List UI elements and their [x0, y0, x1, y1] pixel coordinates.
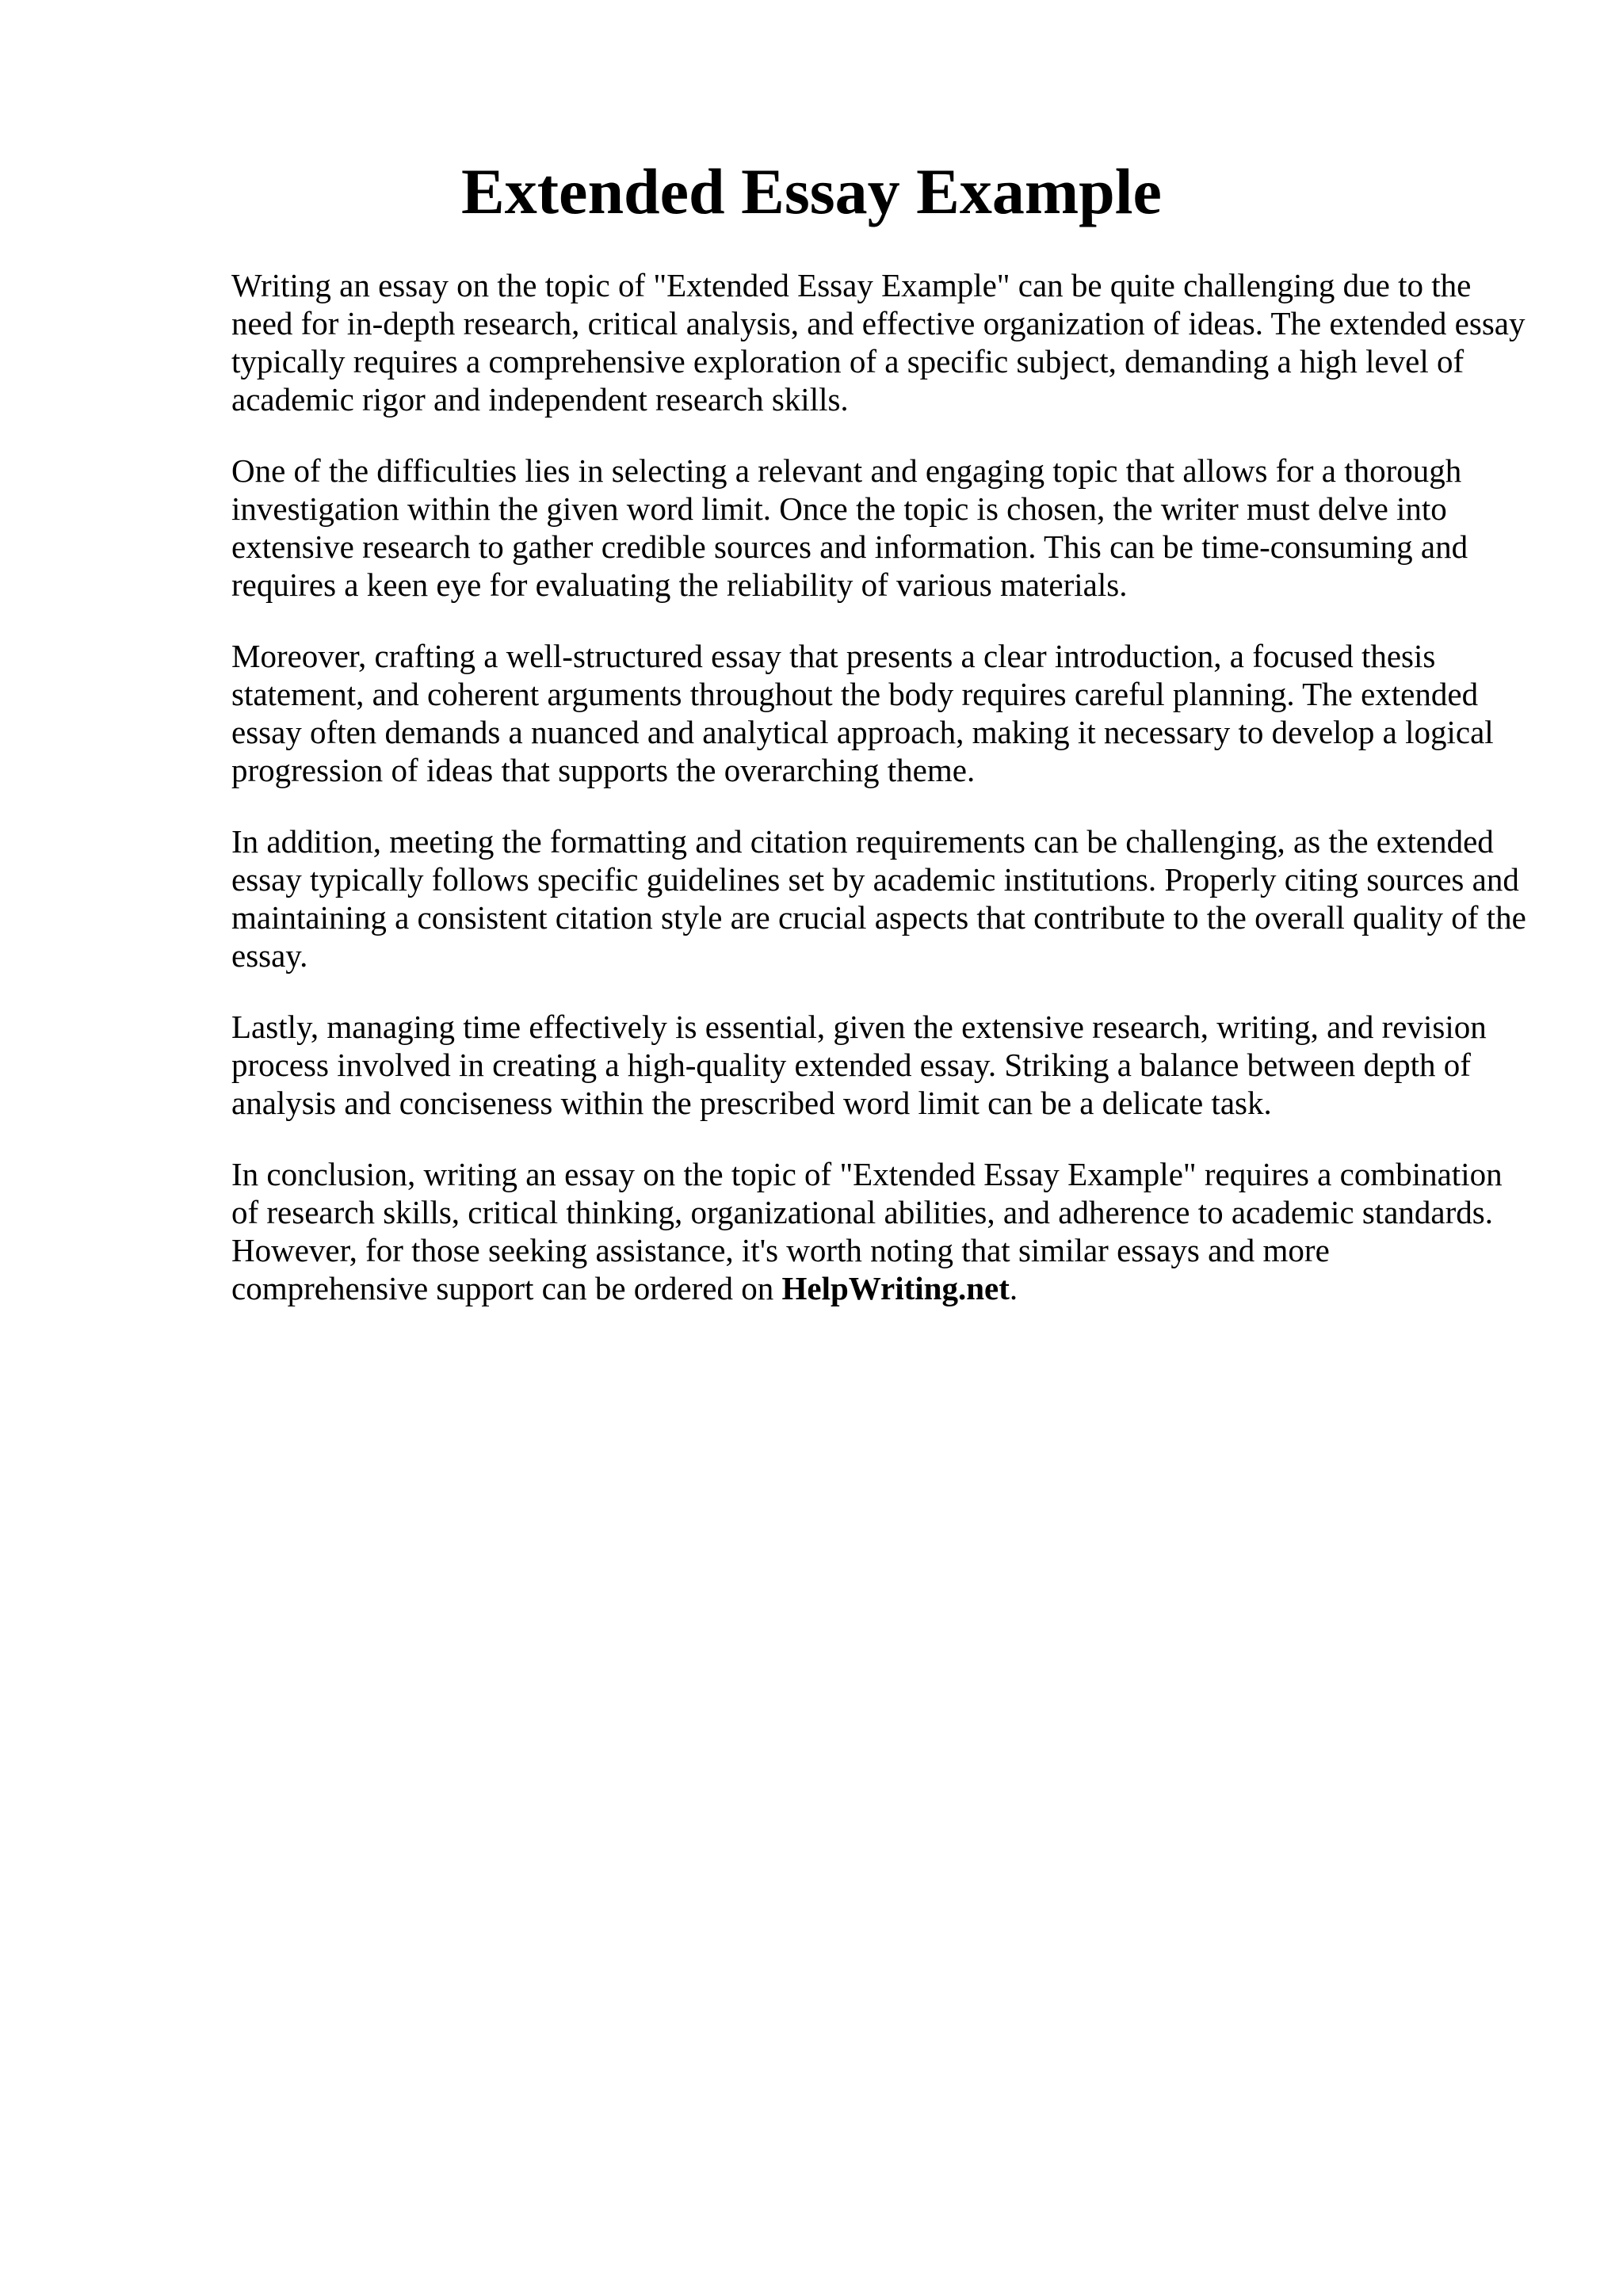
conclusion-text: In conclusion, writing an essay on the topic of "Extended Essay Example" requires a combination of research skills, critical thinking, organizational abilities, and adherence to academic standards. However, for those seeking assistance, it's worth noting that similar essays and more comprehensive support can be ordered on	[231, 1156, 1503, 1306]
paragraph-3: Moreover, crafting a well-structured essay that presents a clear introduction, a focused thesis statement, and coherent arguments throughout the body requires careful planning. The extended essay often demands a nuanced and analytical approach, making it necessary to develop a logical progression of ideas that supports the overarching theme.	[231, 638, 1494, 788]
conclusion-paragraph	[231, 1155, 1531, 1307]
helpwriting-brand-link[interactable]: HelpWriting.net	[781, 1270, 1010, 1306]
paragraph-4: In addition, meeting the formatting and citation requirements can be challenging, as the extended essay typically follows specific guidelines set by academic institutions. Properly citing sources and maintaining a consistent citation style are crucial aspects that contribute to the overall quality of the essay.	[231, 823, 1526, 974]
paragraph-1: Writing an essay on the topic of "Extended Essay Example" can be quite challenging due to the need for in-depth research, critical analysis, and effective organization of ideas. The extended essay typically requires a comprehensive exploration of a specific subject, demanding a high level of academic rigor and independent research skills.	[231, 267, 1526, 418]
conclusion-end: .	[1009, 1270, 1018, 1306]
paragraph-5: Lastly, managing time effectively is essential, given the extensive research, writing, and revision process involved in creating a high-quality extended essay. Striking a balance between depth of analysis and conciseness within the prescribed word limit can be a delicate task.	[231, 1009, 1487, 1121]
document-body	[231, 266, 1531, 1341]
paragraph-2: One of the difficulties lies in selecting a relevant and engaging topic that allows for a thorough investigation within the given word limit. Once the topic is chosen, the writer must delve into extensive research to gather credible sources and information. This can be time-consuming and requires a keen eye for evaluating the reliability of various materials.	[231, 452, 1468, 603]
document-title: Extended Essay Example	[461, 155, 1162, 227]
